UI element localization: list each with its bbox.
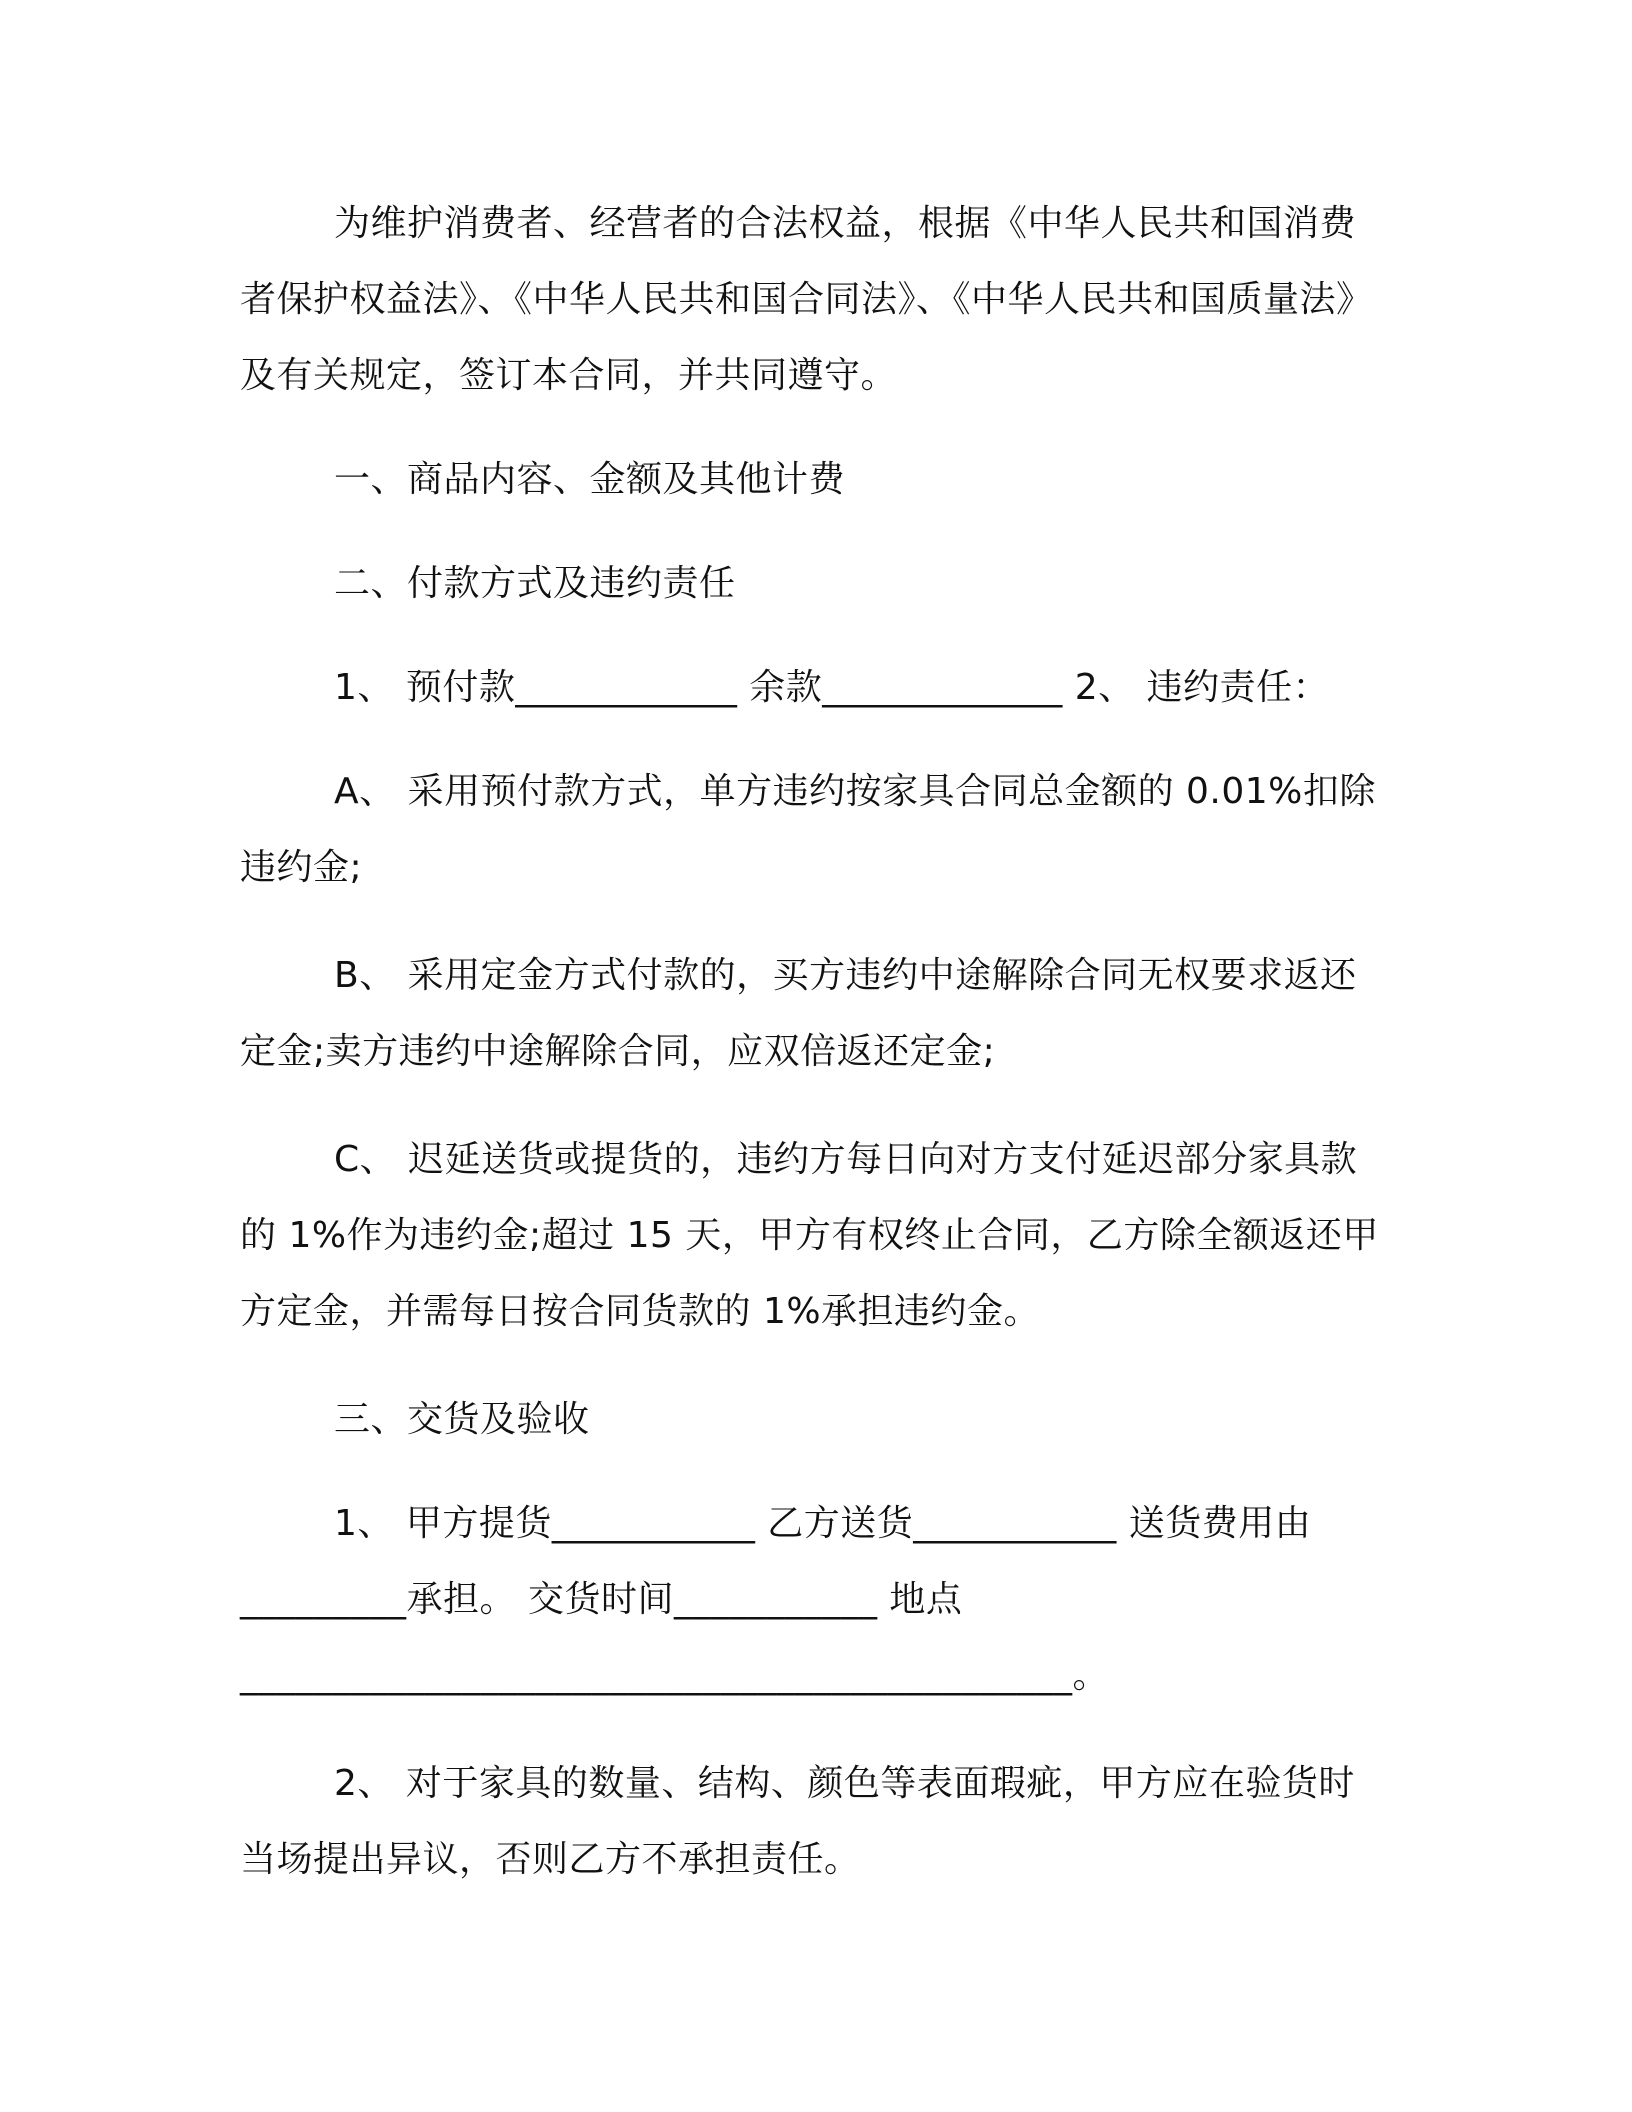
clause-a-paragraph: A、 采用预付款方式，单方违约按家具合同总金额的 0.01%扣除违约金; xyxy=(240,771,1376,888)
delivery-line-1: 1、 甲方提货___________ 乙方送货___________ 送货费用由 xyxy=(334,1503,1312,1544)
section-heading-goods: 一、商品内容、金额及其他计费 xyxy=(334,459,846,500)
clause-b-paragraph: B、 采用定金方式付款的，买方违约中途解除合同无权要求返还定金;卖方违约中途解除合同，应双倍返还定金; xyxy=(240,955,1357,1072)
intro-paragraph: 为维护消费者、经营者的合法权益，根据《中华人民共和国消费者保护权益法》、《中华人民共和国合同法》、《中华人民共和国质量法》及有关规定，签订本合同，并共同遵守。 xyxy=(240,203,1373,396)
clause-c-paragraph: C、 迟延送货或提货的，违约方每日向对方支付延迟部分家具款的 1%作为违约金;超过 15 天，甲方有权终止合同，乙方除全额返还甲方定金，并需每日按合同货款的 1%承担违约金。 xyxy=(240,1139,1379,1332)
section-heading-delivery: 三、交货及验收 xyxy=(334,1399,590,1440)
delivery-line-2: _________承担。 交货时间___________ 地点 xyxy=(240,1579,963,1620)
delivery-line-3: _____________________________________________。 xyxy=(240,1655,1109,1696)
section-heading-payment: 二、付款方式及违约责任 xyxy=(334,563,736,604)
payment-terms-line: 1、 预付款____________ 余款_____________ 2、 违约责任： xyxy=(334,667,1330,708)
document-body xyxy=(240,186,1390,1898)
inspection-paragraph: 2、 对于家具的数量、结构、颜色等表面瑕疵，甲方应在验货时当场提出异议，否则乙方不承担责任。 xyxy=(240,1763,1355,1880)
